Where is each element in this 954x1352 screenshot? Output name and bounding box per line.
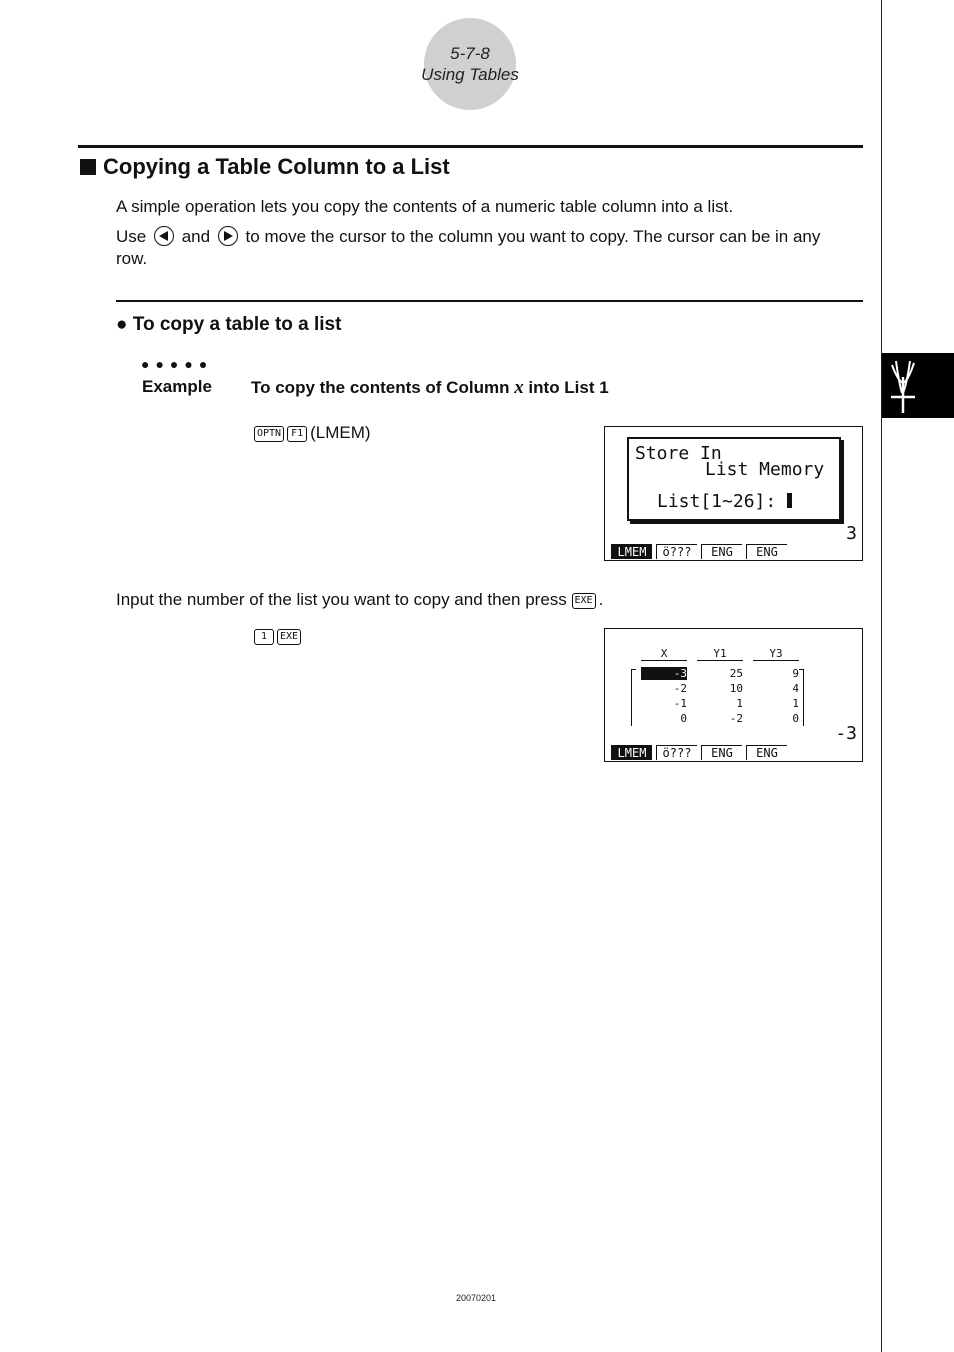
example-label: Example bbox=[142, 377, 212, 396]
use-word: Use bbox=[116, 227, 147, 246]
dialog-line-1: Store In bbox=[635, 443, 722, 464]
table-bracket-left bbox=[631, 669, 636, 726]
f1-key: F1 bbox=[287, 426, 307, 442]
chapter-tab bbox=[882, 353, 954, 418]
table-cell: 10 bbox=[729, 682, 743, 695]
keystroke-sequence-1 bbox=[254, 423, 371, 443]
lmem-note: (LMEM) bbox=[310, 423, 371, 442]
input-paragraph: Input the number of the list you want to copy and then press EXE . bbox=[116, 590, 604, 609]
table-row bbox=[631, 697, 809, 712]
example-text bbox=[251, 377, 609, 399]
calculator-screen-2 bbox=[604, 628, 863, 762]
col-header-y1: Y1 bbox=[697, 647, 743, 661]
example-text-after: into List 1 bbox=[528, 378, 609, 397]
fkey-eng-inverse: ENG bbox=[746, 544, 787, 559]
footer-code: 20070201 bbox=[455, 1293, 497, 1303]
example-text-before: To copy the contents of Column bbox=[251, 378, 510, 397]
fkey-2: ö??? bbox=[656, 745, 697, 760]
function-key-bar-2 bbox=[611, 745, 787, 760]
table-cell: 1 bbox=[792, 697, 799, 710]
section-rule bbox=[78, 145, 863, 148]
dialog-line-2: List Memory bbox=[705, 459, 825, 480]
fkey-2: ö??? bbox=[656, 544, 697, 559]
page-badge bbox=[424, 18, 516, 110]
table-cell: 0 bbox=[792, 712, 799, 725]
table-bracket-right bbox=[799, 669, 804, 726]
example-var: x bbox=[514, 377, 524, 398]
heading-square-icon bbox=[80, 159, 96, 175]
table-cell: 0 bbox=[680, 712, 687, 725]
section-title: Copying a Table Column to a List bbox=[103, 154, 450, 179]
page-number: 5-7-8 bbox=[450, 44, 490, 63]
optn-key: OPTN bbox=[254, 426, 284, 442]
cursor-text: to move the cursor to the column you want to copy. The cursor can be in any row. bbox=[116, 227, 821, 268]
exe-key: EXE bbox=[277, 629, 301, 645]
one-key: 1 bbox=[254, 629, 274, 645]
table-cell: -2 bbox=[729, 712, 743, 725]
fkey-eng-inverse: ENG bbox=[746, 745, 787, 760]
table-cell: 9 bbox=[792, 667, 799, 680]
input-text: Input the number of the list you want to copy and then press bbox=[116, 590, 567, 609]
subsection-title-text: To copy a table to a list bbox=[132, 314, 342, 335]
dialog-line-3 bbox=[657, 493, 792, 510]
left-arrow-key-icon bbox=[154, 226, 174, 246]
store-dialog bbox=[627, 437, 841, 521]
fkey-lmem: LMEM bbox=[611, 745, 652, 760]
and-word: and bbox=[181, 227, 211, 246]
table-cell: -1 bbox=[673, 697, 687, 710]
subsection-title: ● To copy a table to a list bbox=[116, 314, 342, 335]
table-row bbox=[631, 667, 809, 682]
example-dots: ●●●●● bbox=[141, 356, 214, 372]
calculator-screen-1 bbox=[604, 426, 863, 561]
fkey-eng: ENG bbox=[701, 544, 742, 559]
intro-paragraph: A simple operation lets you copy the contents of a numeric table column into a list. bbox=[116, 197, 734, 216]
subsection-rule bbox=[116, 300, 863, 302]
cursor-icon bbox=[787, 493, 792, 508]
fkey-eng: ENG bbox=[701, 745, 742, 760]
fkey-lmem: LMEM bbox=[611, 544, 652, 559]
screen2-value: -3 bbox=[835, 723, 857, 744]
dialog-prompt: List[1~26]: bbox=[657, 491, 788, 512]
table-graph-icon bbox=[882, 353, 954, 418]
table-cell: 25 bbox=[729, 667, 743, 680]
cursor-paragraph bbox=[116, 226, 846, 270]
exe-key-inline: EXE bbox=[572, 593, 596, 609]
table-cell: -2 bbox=[673, 682, 687, 695]
screen1-value: 3 bbox=[846, 523, 857, 544]
table-cell: 1 bbox=[736, 697, 743, 710]
table-row bbox=[631, 682, 809, 697]
right-arrow-key-icon bbox=[218, 226, 238, 246]
table-cell: 4 bbox=[792, 682, 799, 695]
cell-selected: -3 bbox=[641, 667, 687, 680]
table-row bbox=[631, 712, 809, 727]
section-name: Using Tables bbox=[421, 65, 519, 84]
col-header-y3: Y3 bbox=[753, 647, 799, 661]
col-header-x: X bbox=[641, 647, 687, 661]
margin-rule bbox=[881, 0, 882, 1352]
keystroke-sequence-2 bbox=[254, 626, 304, 646]
function-key-bar-1 bbox=[611, 544, 787, 559]
